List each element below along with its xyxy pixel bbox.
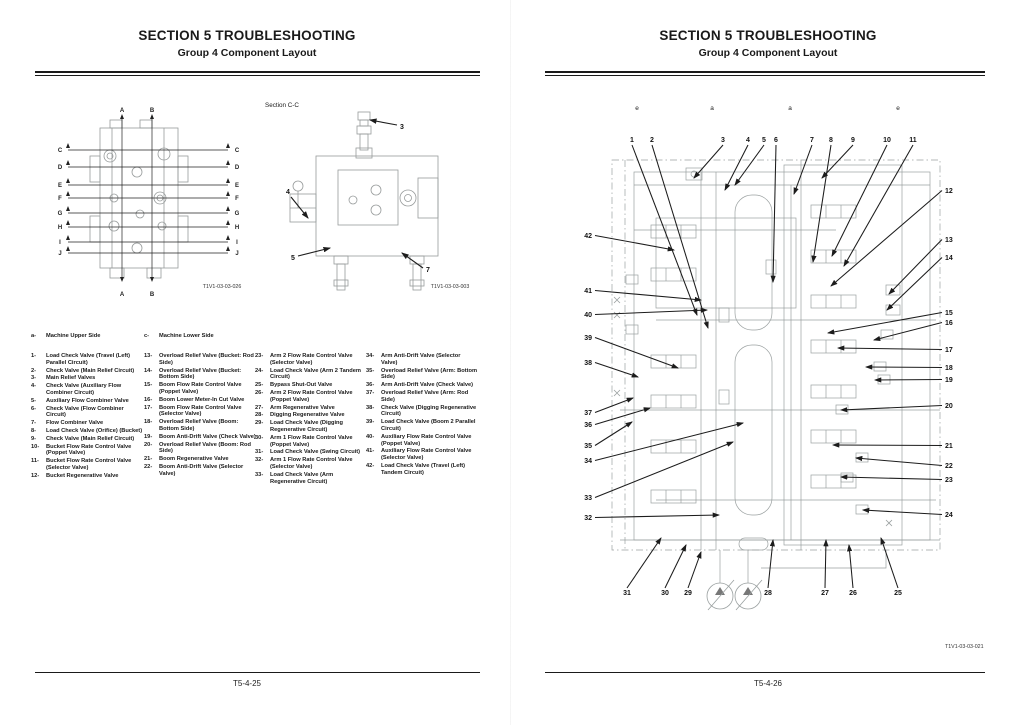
section-letter: E — [234, 183, 240, 189]
legend-item — [255, 420, 367, 434]
section-cc-diagram — [258, 98, 483, 303]
legend-item-text: Boom Anti-Drift Valve (Check Valve) — [159, 433, 256, 440]
legend-item-text: Bucket Regenerative Valve — [46, 472, 119, 479]
figure-ref: T1V1-03-03-003 — [430, 284, 470, 290]
callout-arrow — [595, 338, 678, 369]
section-letter: C — [57, 148, 63, 154]
legend-item-number: 16- — [144, 396, 153, 403]
callout-number: 7 — [810, 137, 814, 144]
section-letter: G — [57, 211, 63, 217]
legend-item-text: Check Valve (Flow Combiner Circuit) — [46, 405, 124, 419]
legend-item — [144, 434, 256, 441]
legend-item — [255, 368, 367, 382]
callout-arrow — [298, 248, 330, 256]
legend-item-number: 36- — [366, 382, 375, 389]
callout-number: 3 — [400, 124, 404, 131]
callout-number: 1 — [630, 137, 634, 144]
callout-number: 15 — [945, 310, 953, 317]
legend-item-number: 5- — [31, 397, 37, 404]
legend-key-label: Machine Upper Side — [46, 333, 101, 339]
callout-number: 12 — [945, 188, 953, 195]
section-letter: A — [119, 108, 125, 114]
legend-item-text: Boom Regenerative Valve — [159, 456, 229, 463]
legend-item-number: 11- — [31, 458, 39, 465]
legend-item-number: 25- — [255, 382, 264, 389]
section-arrow — [150, 114, 154, 119]
callout-number: 31 — [623, 590, 631, 597]
legend-item — [31, 368, 143, 375]
legend-item-text: Bypass Shut-Out Valve — [270, 382, 333, 389]
callout-arrow — [595, 291, 701, 301]
callout-arrow — [813, 145, 831, 262]
section-cc-label: Section C-C — [265, 102, 299, 109]
port-letter: a — [788, 105, 792, 112]
legend-item — [366, 390, 478, 404]
section-letter: C — [234, 148, 240, 154]
section-arrow — [226, 220, 230, 225]
callout-number: 39 — [584, 335, 592, 342]
section-letter: G — [234, 211, 240, 217]
legend-item-number: 39- — [366, 419, 375, 426]
valve-block-top-view-diagram — [52, 98, 247, 303]
legend-item — [366, 405, 478, 419]
figure-ref: T1V1-03-03-026 — [202, 284, 242, 290]
section-arrow — [226, 206, 230, 211]
legend-item — [255, 435, 367, 449]
callout-arrow — [822, 145, 853, 178]
legend-item-text: Load Check Valve (Digging Regenerative Circuit) — [270, 420, 344, 433]
legend-item-number: 28- — [255, 412, 264, 419]
legend-key — [144, 333, 214, 340]
section-arrow — [120, 277, 124, 282]
callout-number: 41 — [584, 288, 592, 295]
callout-number: 14 — [945, 255, 953, 262]
legend-item-text: Arm Anti-Drift Valve (Selector Valve) — [381, 353, 461, 366]
callout-arrow — [735, 145, 764, 185]
section-letter: I — [59, 240, 61, 246]
callout-arrow — [595, 310, 707, 315]
legend-item — [366, 353, 478, 367]
section-letter: B — [149, 292, 155, 298]
callout-number: 16 — [945, 320, 953, 327]
legend-item — [144, 464, 256, 478]
section-letter: H — [234, 225, 240, 231]
legend-item — [31, 353, 143, 367]
callout-arrow — [665, 545, 686, 588]
legend-item — [255, 412, 367, 419]
legend-item — [144, 456, 256, 463]
legend-item-text: Load Check Valve (Travel (Left) Parallel Circuit) — [46, 353, 131, 366]
legend-item-text: Arm 2 Flow Rate Control Valve (Poppet Valve) — [270, 389, 353, 403]
legend-item — [144, 353, 256, 367]
callout-number: 34 — [584, 458, 592, 465]
legend-item-text: Boom Lower Meter-In Cut Valve — [159, 396, 245, 403]
callout-number: 26 — [849, 590, 857, 597]
legend-item-number: 37- — [366, 389, 375, 396]
legend-item — [144, 397, 256, 404]
legend-item — [366, 434, 478, 448]
callout-number: 17 — [945, 347, 953, 354]
callout-number: 3 — [721, 137, 725, 144]
pump-flow-triangle — [715, 587, 725, 595]
section-arrow — [226, 178, 230, 183]
legend-item — [31, 436, 143, 443]
callout-number: 36 — [584, 422, 592, 429]
callout-number: 18 — [945, 365, 953, 372]
section-letter: F — [235, 196, 239, 202]
callout-number: 33 — [584, 495, 592, 502]
legend-item-number: 41- — [366, 448, 375, 455]
legend-item-number: 20- — [144, 441, 153, 448]
page-left — [0, 0, 510, 725]
callout-number: 6 — [774, 137, 778, 144]
legend-item-number: 23- — [255, 353, 264, 359]
legend-item-number: 15- — [144, 382, 153, 389]
callout-number: 11 — [909, 137, 917, 144]
callout-number: 8 — [829, 137, 833, 144]
callout-arrow — [291, 197, 308, 218]
legend-item-number: 32- — [255, 457, 264, 464]
legend-item-text: Check Valve (Auxiliary Flow Combiner Circuit) — [46, 383, 122, 396]
legend-item-text: Check Valve (Main Relief Circuit) — [46, 367, 135, 374]
callout-arrow — [875, 380, 942, 381]
section-arrow — [226, 160, 230, 165]
callout-arrow — [773, 145, 776, 282]
section-letter: J — [235, 251, 239, 257]
section-arrow — [66, 246, 70, 251]
page-right — [511, 0, 1021, 725]
callout-number: 22 — [945, 463, 953, 470]
legend-item-number: 31- — [255, 449, 264, 456]
legend-item-number: 2- — [31, 367, 37, 374]
legend-item-text: Boom Flow Rate Control Valve (Selector Valve) — [159, 404, 242, 418]
callout-arrow — [849, 545, 853, 588]
pump-flow-triangle — [743, 587, 753, 595]
page-number: T5-4-26 — [753, 679, 782, 688]
legend-item-text: Arm 2 Flow Rate Control Valve (Selector Valve) — [270, 353, 353, 366]
callout-arrow — [825, 540, 826, 588]
section-arrow — [226, 143, 230, 148]
legend-item-number: 40- — [366, 433, 375, 440]
callout-number: 35 — [584, 443, 592, 450]
section-arrow — [150, 277, 154, 282]
legend-item — [366, 382, 478, 389]
callout-number: 28 — [764, 590, 772, 597]
legend-item — [31, 473, 143, 480]
callout-arrow — [595, 422, 632, 446]
port-letter: a — [710, 105, 714, 112]
section-arrow — [66, 160, 70, 165]
plug-marks — [614, 297, 892, 526]
page-header — [545, 28, 991, 59]
section-letter: I — [236, 240, 238, 246]
legend-item-number: 6- — [31, 405, 37, 412]
callout-number: 32 — [584, 515, 592, 522]
legend-item-number: 27- — [255, 404, 264, 411]
callout-number: 21 — [945, 443, 953, 450]
section-arrow — [226, 246, 230, 251]
footer-rule — [545, 672, 985, 673]
legend-item — [255, 353, 367, 367]
callout-number: 25 — [894, 590, 902, 597]
legend-item — [144, 368, 256, 382]
legend-item — [144, 405, 256, 419]
callout-number: 4 — [286, 189, 290, 196]
callout-number: 27 — [821, 590, 829, 597]
callout-number: 13 — [945, 237, 953, 244]
legend-item — [31, 444, 143, 458]
legend-key — [31, 333, 100, 340]
legend-item-text: Load Check Valve (Travel (Left) Tandem Circuit) — [381, 462, 466, 476]
legend-item-number: 30- — [255, 434, 264, 441]
hydraulic-pumps — [707, 580, 762, 610]
legend-item — [255, 457, 367, 471]
callout-number: 19 — [945, 377, 953, 384]
header-rule — [545, 71, 985, 76]
legend-item — [255, 390, 367, 404]
section-arrow — [66, 235, 70, 240]
legend-item — [31, 406, 143, 420]
callout-arrow — [370, 120, 397, 125]
callout-arrow — [688, 552, 701, 588]
legend-key-letter: a- — [31, 333, 37, 339]
port-letter: e — [635, 105, 639, 112]
page-number: T5-4-25 — [232, 679, 261, 688]
callout-number: 42 — [584, 233, 592, 240]
legend-item — [366, 419, 478, 433]
section-arrow — [66, 206, 70, 211]
hydraulic-circuit-diagram — [556, 90, 1016, 665]
legend-item-number: 13- — [144, 353, 153, 359]
legend-item-number: 19- — [144, 433, 153, 440]
callout-arrow — [595, 442, 733, 498]
legend-key-letter: c- — [144, 333, 150, 339]
section-title: SECTION 5 TROUBLESHOOTING — [138, 28, 356, 43]
callout-arrow — [794, 145, 812, 194]
section-letter: A — [119, 292, 125, 298]
legend-item-number: 35- — [366, 367, 375, 374]
legend-item-number: 9- — [31, 435, 37, 442]
section-arrow — [66, 143, 70, 148]
callout-number: 7 — [426, 267, 430, 274]
legend-item — [144, 382, 256, 396]
section-letter: J — [58, 251, 62, 257]
legend-item-number: 17- — [144, 404, 153, 411]
callout-arrow — [866, 367, 942, 368]
callout-number: 24 — [945, 512, 953, 519]
callout-number: 20 — [945, 403, 953, 410]
legend-item-text: Boom Anti-Drift Valve (Selector Valve) — [159, 463, 244, 477]
legend-item — [31, 428, 143, 435]
callout-arrow — [402, 253, 423, 268]
callout-arrow — [595, 363, 638, 378]
group-title: Group 4 Component Layout — [698, 47, 838, 59]
legend-item-number: 21- — [144, 456, 153, 463]
section-arrow — [66, 220, 70, 225]
callout-arrow — [856, 458, 942, 466]
footer-rule — [35, 672, 480, 673]
legend-item — [255, 449, 367, 456]
callout-number: 5 — [291, 255, 295, 262]
legend-item — [31, 420, 143, 427]
section-arrow — [66, 178, 70, 183]
section-cc-callouts — [286, 120, 430, 274]
legend-item-text: Load Check Valve (Orifice) (Bucket) — [46, 427, 143, 434]
legend-item-text: Auxiliary Flow Rate Control Valve (Selector Valve) — [381, 448, 472, 462]
legend-item — [31, 398, 143, 405]
legend-item-text: Overload Relief Valve (Bucket: Rod Side) — [159, 353, 254, 366]
legend-item-number: 14- — [144, 367, 153, 374]
legend-item — [255, 382, 367, 389]
figure-ref: T1V1-03-03-021 — [945, 644, 984, 650]
legend-item-number: 42- — [366, 462, 375, 469]
legend-item-text: Flow Combiner Valve — [46, 420, 104, 427]
callout-arrow — [627, 538, 661, 588]
legend-item-text: Overload Relief Valve (Arm: Rod Side) — [381, 389, 469, 403]
legend-item — [255, 472, 367, 486]
legend-item-text: Auxiliary Flow Rate Control Valve (Poppet Valve) — [381, 433, 472, 447]
legend-item-text: Arm Regenerative Valve — [270, 404, 335, 411]
callout-number: 29 — [684, 590, 692, 597]
legend-item — [31, 375, 143, 382]
legend-column — [144, 353, 256, 479]
legend-item-text: Overload Relief Valve (Bucket: Bottom Side) — [159, 367, 242, 381]
legend-item-text: Check Valve (Main Relief Circuit) — [46, 435, 135, 442]
group-title: Group 4 Component Layout — [177, 47, 317, 59]
legend-item — [366, 368, 478, 382]
legend-item-number: 29- — [255, 420, 264, 427]
legend-item-number: 1- — [31, 353, 37, 359]
section-letter: F — [58, 196, 62, 202]
callout-arrow — [694, 145, 723, 178]
legend-item-text: Bucket Flow Rate Control Valve (Selector Valve) — [46, 458, 132, 471]
port-letter: e — [896, 105, 900, 112]
callout-number: 4 — [746, 137, 750, 144]
relief-valves — [626, 168, 900, 514]
callout-arrow — [887, 258, 942, 311]
legend-item-number: 7- — [31, 420, 37, 427]
legend-item-number: 18- — [144, 419, 153, 426]
callout-arrow — [652, 145, 708, 328]
callout-number: 23 — [945, 477, 953, 484]
legend-item-number: 34- — [366, 353, 375, 359]
callout-arrow — [595, 408, 650, 425]
callout-arrow — [874, 323, 942, 341]
legend-item-text: Arm Anti-Drift Valve (Check Valve) — [381, 382, 474, 389]
callout-number: 5 — [762, 137, 766, 144]
page-header — [35, 28, 459, 59]
legend-column — [366, 353, 478, 478]
legend-item-number: 26- — [255, 389, 264, 396]
legend-item-text: Main Relief Valves — [46, 375, 96, 382]
callout-number: 10 — [883, 137, 891, 144]
legend-item-text: Auxiliary Flow Combiner Valve — [46, 397, 129, 404]
legend-item-text: Bucket Flow Rate Control Valve (Poppet Valve) — [46, 443, 132, 457]
callout-number: 40 — [584, 312, 592, 319]
callout-arrow — [595, 515, 719, 518]
callout-arrow — [833, 445, 942, 446]
section-arrow — [120, 114, 124, 119]
legend-item — [366, 463, 478, 477]
legend-item — [255, 405, 367, 412]
valve-body-outline — [90, 120, 188, 278]
legend-item — [144, 442, 256, 456]
callout-arrow — [595, 423, 743, 461]
callout-number: 30 — [661, 590, 669, 597]
section-title: SECTION 5 TROUBLESHOOTING — [659, 28, 877, 43]
legend-item — [31, 458, 143, 472]
schematic-callouts — [584, 137, 953, 597]
legend-item-number: 22- — [144, 463, 153, 470]
legend-item-text: Load Check Valve (Arm Regenerative Circuit) — [270, 471, 334, 485]
legend-item-text: Arm 1 Flow Rate Control Valve (Selector Valve) — [270, 457, 353, 470]
legend-item — [31, 383, 143, 397]
legend-item-text: Boom Flow Rate Control Valve (Poppet Valve) — [159, 382, 242, 395]
section-letter: H — [57, 225, 63, 231]
legend-item-text: Overload Relief Valve (Boom: Bottom Side) — [159, 419, 239, 432]
section-letter: E — [57, 183, 63, 189]
section-lines — [58, 108, 240, 298]
legend-item-text: Load Check Valve (Boom 2 Parallel Circuit) — [381, 419, 476, 432]
callout-arrow — [838, 348, 942, 350]
legend-item-number: 24- — [255, 367, 264, 374]
legend-item-text: Digging Regenerative Valve — [270, 412, 345, 419]
legend-column — [255, 353, 367, 486]
callout-arrow — [881, 538, 898, 588]
callout-number: 37 — [584, 410, 592, 417]
legend-item-text: Arm 1 Flow Rate Control Valve (Poppet Valve) — [270, 434, 353, 448]
callout-arrow — [768, 540, 773, 588]
callout-arrow — [841, 406, 942, 411]
legend-item-number: 4- — [31, 383, 37, 390]
legend-item — [366, 448, 478, 462]
legend-item-number: 33- — [255, 471, 264, 478]
legend-item-number: 8- — [31, 427, 37, 434]
legend-item — [144, 419, 256, 433]
legend-key-label: Machine Lower Side — [159, 333, 214, 339]
legend-item-number: 10- — [31, 443, 40, 450]
legend-item-number: 38- — [366, 404, 375, 411]
circuit-lines — [612, 160, 940, 583]
port-letters — [635, 105, 900, 112]
callout-number: 9 — [851, 137, 855, 144]
legend-item-text: Load Check Valve (Swing Circuit) — [270, 449, 361, 456]
legend-column — [31, 353, 143, 481]
legend-item-text: Load Check Valve (Arm 2 Tandem Circuit) — [270, 367, 361, 381]
legend-item-text: Overload Relief Valve (Arm: Bottom Side) — [381, 367, 478, 381]
section-arrow — [226, 191, 230, 196]
callout-number: 2 — [650, 137, 654, 144]
legend-item-number: 12- — [31, 472, 40, 479]
callout-arrow — [889, 240, 942, 295]
section-arrow — [226, 235, 230, 240]
section-letter: B — [149, 108, 155, 114]
section-letter: D — [234, 165, 240, 171]
legend-item-text: Overload Relief Valve (Boom: Rod Side) — [159, 441, 251, 455]
section-arrow — [66, 191, 70, 196]
section-letter: D — [57, 165, 63, 171]
header-rule — [35, 71, 480, 76]
legend-item-text: Check Valve (Digging Regenerative Circuit) — [381, 404, 477, 418]
callout-number: 38 — [584, 360, 592, 367]
legend-item-number: 3- — [31, 375, 37, 382]
